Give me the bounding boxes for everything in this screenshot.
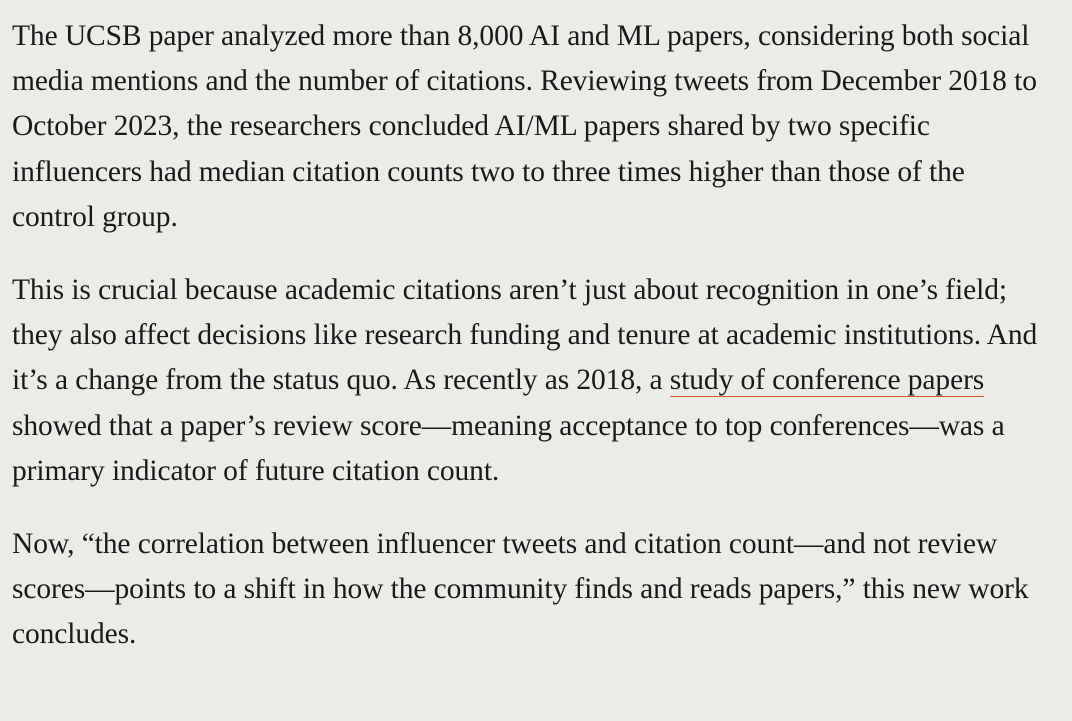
paragraph-text-after-link: showed that a paper’s review score—meaning acceptance to top conferences—was a primary indicator of future citation count. xyxy=(12,409,1005,487)
study-of-conference-papers-link[interactable]: study of conference papers xyxy=(669,364,985,397)
paragraph-conclusion: Now, “the correlation between influencer tweets and citation count—and not review scores—points to a shift in how the community finds and reads papers,” this new work concludes. xyxy=(12,528,1029,651)
paragraph-citations-importance xyxy=(12,268,1052,494)
paragraph-ucsb-study: The UCSB paper analyzed more than 8,000 AI and ML papers, considering both social media mentions and the number of citations. Reviewing tweets from December 2018 to October 2023, the researchers concluded AI/ML papers shared by two specific influencers had median citation counts two to three times higher than those of the control group. xyxy=(12,20,1037,233)
paragraph-text-before-link: This is crucial because academic citations aren’t just about recognition in one’s field; they also affect decisions like research funding and tenure at academic institutions. And it’s a change from the status quo. As recently as 2018, a xyxy=(12,274,1038,397)
